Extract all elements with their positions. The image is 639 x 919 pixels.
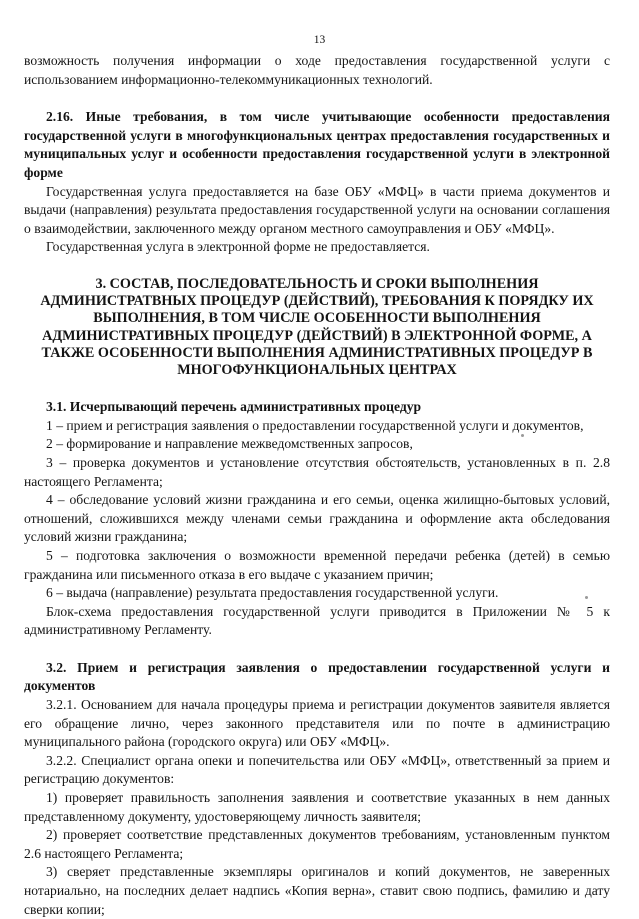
paragraph-info-access: возможность получения информации о ходе предоставления государственной услуги с использованием информационно-телекоммуникационных технологий. xyxy=(24,53,610,87)
procedure-item-3: 3 – проверка документов и установление отсутствия обстоятельств, установленных в п. 2.8 настоящего Регламента; xyxy=(24,454,610,489)
heading-3-2: 3.2. Прием и регистрация заявления о предоставлении государственной услуги и документов xyxy=(24,659,610,694)
paragraph-3-2-2: 3.2.2. Специалист органа опеки и попечительства или ОБУ «МФЦ», ответственный за прием и регистрацию документов: xyxy=(24,752,610,787)
section-3-title: 3. СОСТАВ, ПОСЛЕДОВАТЕЛЬНОСТЬ И СРОКИ ВЫПОЛНЕНИЯ АДМИНИСТРАТВНЫХ ПРОЦЕДУР (ДЕЙСТВИЙ), ТРЕБОВАНИЯ К ПОРЯДКУ ИХ ВЫПОЛНЕНИЯ, В ТОМ ЧИСЛЕ ОСОБЕННОСТИ ВЫПОЛНЕНИЯ АДМИНИСТРАТИВНЫХ ПРОЦЕДУР (ДЕЙСТВИЙ) В ЭЛЕКТРОННОЙ ФОРМЕ, А ТАКЖЕ ОСОБЕННОСТИ ВЫПОЛНЕНИЯ АДМИНИСТРАТИВНЫХ ПРОЦЕДУР В МНОГОФУНКЦИОНАЛЬНЫХ ЦЕНТРАХ xyxy=(40,275,594,378)
page-number: 13 xyxy=(313,34,326,46)
paragraph-no-electronic: Государственная услуга в электронной форме не предоставляется. xyxy=(46,239,430,255)
paragraph-3-2-1: 3.2.1. Основанием для начала процедуры приема и регистрации документов заявителя является его обращение лично, через законного представителя или по почте в администрацию муниципального района (городского округа) или ОБУ «МФЦ». xyxy=(24,697,610,750)
subitem-2: 2) проверяет соответствие представленных документов требованиям, установленным пунктом 2.6 настоящего Регламента; xyxy=(24,827,610,861)
paragraph-mfc-basis: Государственная услуга предоставляется на базе ОБУ «МФЦ» в части приема документов и выдачи (направления) результата предоставления государственной услуги на основании соглашения о взаимодействии, заключенного между органом местного самоуправления и ОБУ «МФЦ». xyxy=(24,183,610,236)
procedure-item-2: 2 – формирование и направление межведомственных запросов, xyxy=(46,436,413,452)
procedure-item-6: 6 – выдача (направление) результата предоставления государственной услуги. xyxy=(46,585,499,601)
subitem-3: 3) сверяет представленные экземпляры оригиналов и копий документов, не заверенных нотариально, на последних делает надпись «Копия верна», ставит свою подпись, фамилию и дату сверки копии; xyxy=(24,864,610,917)
paragraph-block-scheme: Блок-схема предоставления государственной услуги приводится в Приложении № 5 к административному Регламенту. xyxy=(24,603,610,638)
procedure-item-4: 4 – обследование условий жизни гражданина и его семьи, оценка жилищно-бытовых условий, отношений, сложившихся между членами семьи гражданина и оформление акта обследования условий жизни гражданина; xyxy=(24,492,610,545)
subitem-1: 1) проверяет правильность заполнения заявления и соответствие указанных в нем данных представленному документу, удостоверяющему личность заявителя; xyxy=(24,790,610,824)
procedure-item-5: 5 – подготовка заключения о возможности временной передачи ребенка (детей) в семью гражданина или письменного отказа в его выдаче с указанием причин; xyxy=(24,547,610,582)
procedure-item-1: 1 – прием и регистрация заявления о предоставлении государственной услуги и документов, xyxy=(46,417,584,433)
heading-2-16: 2.16. Иные требования, в том числе учитывающие особенности предоставления государственной услуги в многофункциональных центрах предоставления государственных и муниципальных услуг и особенности предоставления государственной услуги в электронной форме xyxy=(24,109,610,180)
document-body xyxy=(24,52,610,919)
heading-3-1: 3.1. Исчерпывающий перечень административных процедур xyxy=(46,399,422,415)
